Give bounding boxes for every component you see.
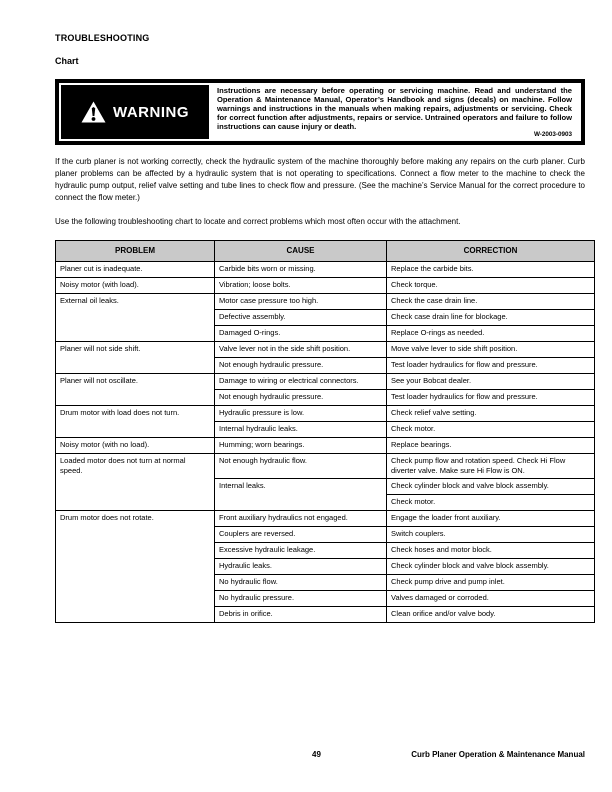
correction-cell: Replace the carbide bits.: [387, 262, 595, 278]
correction-cell: Check case drain line for blockage.: [387, 310, 595, 326]
problem-cell: Noisy motor (with load).: [56, 278, 215, 294]
correction-cell: Engage the loader front auxiliary.: [387, 511, 595, 527]
warning-text-panel: [209, 85, 579, 139]
table-row: [56, 406, 595, 422]
cause-cell: No hydraulic flow.: [215, 575, 387, 591]
warning-text: Instructions are necessary before operating or servicing machine. Read and understand the Operation & Maintenance Manual, Operator’s Handbook and signs (decals) on machine. Follow warnings and instructions in the manuals when making repairs, adjustments or servicing. Check for correct function after adjustments, repairs or service. Untrained operators and failure to follow instructions can cause injury or death.: [217, 86, 572, 131]
body-paragraph: If the curb planer is not working correctly, check the hydraulic system of the machine thoroughly before making any repairs on the curb planer. Curb planer problems can be affected by a hydraulic system that is not operating to specifications. Connect a flow meter to the machine to check the hydraulic pump output, relief valve setting and tube lines to check flow and pressure. (See the machine’s Service Manual for the correct procedure to connect the flow meter.): [55, 157, 585, 202]
correction-cell: Check the case drain line.: [387, 294, 595, 310]
problem-cell: Noisy motor (with no load).: [56, 438, 215, 454]
table-row: [56, 454, 595, 479]
table-row: [56, 262, 595, 278]
problem-cell: Planer cut is inadequate.: [56, 262, 215, 278]
footer-page-number: 49: [312, 750, 321, 759]
table-row: [56, 438, 595, 454]
correction-cell: Switch couplers.: [387, 527, 595, 543]
body-copy: [55, 156, 585, 228]
correction-cell: Check motor.: [387, 495, 595, 511]
correction-cell: Test loader hydraulics for flow and pressure.: [387, 390, 595, 406]
table-row: [56, 294, 595, 310]
table-header-correction: CORRECTION: [387, 241, 595, 262]
cause-cell: Internal hydraulic leaks.: [215, 422, 387, 438]
cause-cell: Not enough hydraulic pressure.: [215, 358, 387, 374]
problem-cell: External oil leaks.: [56, 294, 215, 342]
cause-cell: Hydraulic leaks.: [215, 559, 387, 575]
cause-cell: Vibration; loose bolts.: [215, 278, 387, 294]
warning-label-panel: [61, 85, 209, 139]
cause-cell: No hydraulic pressure.: [215, 591, 387, 607]
cause-cell: Motor case pressure too high.: [215, 294, 387, 310]
body-paragraph: Use the following troubleshooting chart to locate and correct problems which most often occur with the attachment.: [55, 217, 461, 226]
cause-cell: Damage to wiring or electrical connectors.: [215, 374, 387, 390]
cause-cell: Not enough hydraulic flow.: [215, 454, 387, 479]
correction-cell: Check motor.: [387, 422, 595, 438]
correction-cell: See your Bobcat dealer.: [387, 374, 595, 390]
table-header-row: [56, 241, 595, 262]
correction-cell: Check cylinder block and valve block assembly.: [387, 479, 595, 495]
warning-label: WARNING: [113, 103, 189, 121]
correction-cell: Check relief valve setting.: [387, 406, 595, 422]
correction-cell: Check torque.: [387, 278, 595, 294]
cause-cell: Front auxiliary hydraulics not engaged.: [215, 511, 387, 527]
cause-cell: Valve lever not in the side shift position.: [215, 342, 387, 358]
correction-cell: Check hoses and motor block.: [387, 543, 595, 559]
correction-cell: Check pump flow and rotation speed. Check Hi Flow diverter valve. Make sure Hi Flow is ON.: [387, 454, 595, 479]
warning-box: [55, 79, 585, 145]
table-row: [56, 278, 595, 294]
problem-cell: Planer will not oscillate.: [56, 374, 215, 406]
problem-cell: Planer will not side shift.: [56, 342, 215, 374]
cause-cell: Excessive hydraulic leakage.: [215, 543, 387, 559]
section-title: TROUBLESHOOTING: [55, 33, 150, 43]
correction-cell: Valves damaged or corroded.: [387, 591, 595, 607]
correction-cell: Test loader hydraulics for flow and pressure.: [387, 358, 595, 374]
problem-cell: Drum motor with load does not turn.: [56, 406, 215, 438]
subsection-title: Chart: [55, 56, 79, 66]
cause-cell: Humming; worn bearings.: [215, 438, 387, 454]
cause-cell: Defective assembly.: [215, 310, 387, 326]
table-header-cause: CAUSE: [215, 241, 387, 262]
cause-cell: Internal leaks.: [215, 479, 387, 511]
correction-cell: Check pump drive and pump inlet.: [387, 575, 595, 591]
footer-manual-title: Curb Planer Operation & Maintenance Manual: [411, 750, 585, 759]
correction-cell: Check cylinder block and valve block assembly.: [387, 559, 595, 575]
cause-cell: Damaged O-rings.: [215, 326, 387, 342]
warning-code: W-2003-0903: [533, 131, 572, 138]
correction-cell: Move valve lever to side shift position.: [387, 342, 595, 358]
problem-cell: Drum motor does not rotate.: [56, 511, 215, 623]
table-row: [56, 342, 595, 358]
cause-cell: Couplers are reversed.: [215, 527, 387, 543]
warning-triangle-icon: [81, 101, 106, 123]
table-row: [56, 511, 595, 527]
cause-cell: Hydraulic pressure is low.: [215, 406, 387, 422]
table-body: [56, 262, 595, 623]
cause-cell: Carbide bits worn or missing.: [215, 262, 387, 278]
troubleshooting-table: [55, 240, 595, 623]
correction-cell: Replace O-rings as needed.: [387, 326, 595, 342]
problem-cell: Loaded motor does not turn at normal speed.: [56, 454, 215, 511]
correction-cell: Clean orifice and/or valve body.: [387, 607, 595, 623]
cause-cell: Not enough hydraulic pressure.: [215, 390, 387, 406]
table-row: [56, 374, 595, 390]
table-header-problem: PROBLEM: [56, 241, 215, 262]
cause-cell: Debris in orifice.: [215, 607, 387, 623]
correction-cell: Replace bearings.: [387, 438, 595, 454]
